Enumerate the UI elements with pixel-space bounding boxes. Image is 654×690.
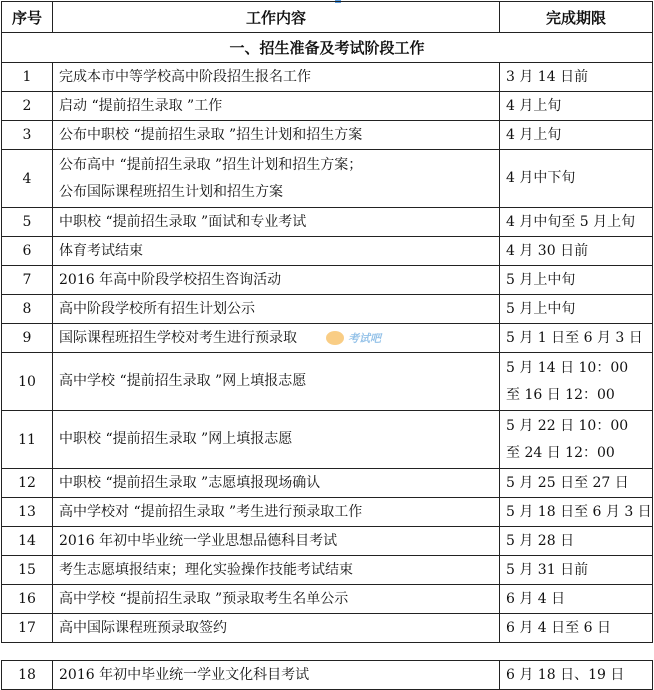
table-row	[2, 121, 653, 150]
row-number: 12	[2, 469, 53, 498]
row-task	[53, 92, 500, 121]
row-task	[53, 498, 500, 527]
row-due	[500, 661, 653, 690]
header-due: 完成期限	[500, 2, 653, 33]
task-line: 高中国际课程班预录取签约	[59, 619, 227, 636]
task-line: 完成本市中等学校高中阶段招生报名工作	[59, 68, 311, 85]
row-due	[500, 498, 653, 527]
due-line: 6 月 4 日	[506, 590, 566, 607]
row-number: 11	[2, 411, 53, 469]
task-line: 考生志愿填报结束；理化实验操作技能考试结束	[59, 561, 353, 578]
row-number: 6	[2, 237, 53, 266]
row-task	[53, 208, 500, 237]
table-row	[2, 237, 653, 266]
header-num: 序号	[2, 2, 53, 33]
header-task: 工作内容	[53, 2, 500, 33]
watermark-text: 考试吧	[348, 332, 381, 345]
row-task	[53, 556, 500, 585]
task-line: 高中学校 “提前招生录取 ”网上填报志愿	[59, 373, 307, 389]
table-row	[2, 498, 653, 527]
task-line: 高中学校 “提前招生录取 ”预录取考生名单公示	[59, 590, 349, 607]
row-task	[53, 411, 500, 469]
due-line: 5 月 31 日前	[506, 561, 589, 578]
row-number: 1	[2, 63, 53, 92]
row-due	[500, 527, 653, 556]
due-line: 4 月上旬	[506, 126, 562, 143]
row-task	[53, 150, 500, 208]
due-line: 4 月中旬至 5 月上旬	[506, 213, 636, 230]
table-row	[2, 266, 653, 295]
row-due	[500, 266, 653, 295]
schedule-table-continued	[1, 660, 653, 690]
due-line: 5 月 22 日 10：00	[506, 417, 629, 434]
row-number: 3	[2, 121, 53, 150]
due-line: 至 16 日 12：00	[506, 386, 615, 403]
row-number: 7	[2, 266, 53, 295]
table-row	[2, 527, 653, 556]
task-line: 2016 年初中毕业统一学业文化科目考试	[59, 666, 310, 683]
row-task	[53, 353, 500, 411]
table-row	[2, 469, 653, 498]
row-due	[500, 614, 653, 643]
task-line: 2016 年初中毕业统一学业思想品德科目考试	[59, 532, 338, 549]
row-number: 13	[2, 498, 53, 527]
table-row	[2, 661, 653, 690]
row-due	[500, 556, 653, 585]
due-line: 4 月上旬	[506, 97, 562, 114]
row-due	[500, 469, 653, 498]
table-row	[2, 324, 653, 353]
table-row	[2, 92, 653, 121]
table-row	[2, 556, 653, 585]
table-row	[2, 63, 653, 92]
row-number: 2	[2, 92, 53, 121]
due-line: 5 月上中旬	[506, 300, 576, 317]
row-task	[53, 63, 500, 92]
due-line: 6 月 4 日至 6 日	[506, 619, 611, 636]
row-due	[500, 92, 653, 121]
schedule-table	[1, 1, 653, 643]
section-row	[2, 33, 653, 63]
task-line: 2016 年高中阶段学校招生咨询活动	[59, 271, 282, 288]
table-row	[2, 150, 653, 208]
row-due	[500, 208, 653, 237]
task-line: 高中学校对 “提前招生录取 ”考生进行预录取工作	[59, 503, 363, 520]
due-line: 6 月 18 日、19 日	[506, 666, 625, 683]
row-task	[53, 469, 500, 498]
due-line: 5 月 14 日 10：00	[506, 359, 629, 376]
task-line: 中职校 “提前招生录取 ”网上填报志愿	[59, 431, 293, 447]
task-line: 公布国际课程班招生计划和招生方案	[59, 183, 283, 200]
due-line: 4 月 30 日前	[506, 242, 589, 259]
table-row	[2, 614, 653, 643]
table-gap	[1, 652, 652, 660]
row-number: 9	[2, 324, 53, 353]
task-line: 公布中职校 “提前招生录取 ”招生计划和招生方案	[59, 126, 363, 143]
row-task	[53, 614, 500, 643]
task-line: 国际课程班招生学校对考生进行预录取	[59, 329, 297, 346]
row-number: 17	[2, 614, 53, 643]
row-task	[53, 237, 500, 266]
header-row	[2, 2, 653, 33]
due-line: 5 月 18 日至 6 月 3 日	[506, 503, 652, 520]
row-number: 10	[2, 353, 53, 411]
task-line: 公布高中 “提前招生录取 ”招生计划和招生方案；	[59, 156, 363, 173]
row-number: 18	[2, 661, 53, 690]
row-task	[53, 585, 500, 614]
row-due	[500, 295, 653, 324]
row-due	[500, 121, 653, 150]
row-number: 4	[2, 150, 53, 208]
row-task	[53, 121, 500, 150]
due-line: 5 月上中旬	[506, 271, 576, 288]
row-task	[53, 527, 500, 556]
due-line: 5 月 28 日	[506, 532, 575, 549]
table-row	[2, 353, 653, 411]
row-due	[500, 150, 653, 208]
task-line: 中职校 “提前招生录取 ”面试和专业考试	[59, 213, 307, 230]
row-task	[53, 324, 500, 353]
table-row	[2, 295, 653, 324]
row-due	[500, 585, 653, 614]
due-line: 4 月中下旬	[506, 170, 576, 186]
table-row	[2, 411, 653, 469]
row-number: 8	[2, 295, 53, 324]
task-line: 体育考试结束	[59, 242, 143, 259]
row-due	[500, 63, 653, 92]
task-line: 启动 “提前招生录取 ”工作	[59, 97, 223, 114]
row-number: 5	[2, 208, 53, 237]
row-task	[53, 661, 500, 690]
table-row	[2, 585, 653, 614]
row-due	[500, 353, 653, 411]
task-line: 高中阶段学校所有招生计划公示	[59, 300, 255, 317]
due-line: 3 月 14 日前	[506, 68, 589, 85]
section-title: 一、招生准备及考试阶段工作	[2, 33, 653, 63]
due-line: 5 月 25 日至 27 日	[506, 474, 629, 491]
row-due	[500, 411, 653, 469]
row-number: 15	[2, 556, 53, 585]
row-due	[500, 324, 653, 353]
due-line: 5 月 1 日至 6 月 3 日	[506, 329, 643, 346]
due-line: 至 24 日 12：00	[506, 444, 615, 461]
row-task	[53, 266, 500, 295]
row-number: 14	[2, 527, 53, 556]
row-due	[500, 237, 653, 266]
task-line: 中职校 “提前招生录取 ”志愿填报现场确认	[59, 474, 321, 491]
table-row	[2, 208, 653, 237]
row-number: 16	[2, 585, 53, 614]
row-task	[53, 295, 500, 324]
